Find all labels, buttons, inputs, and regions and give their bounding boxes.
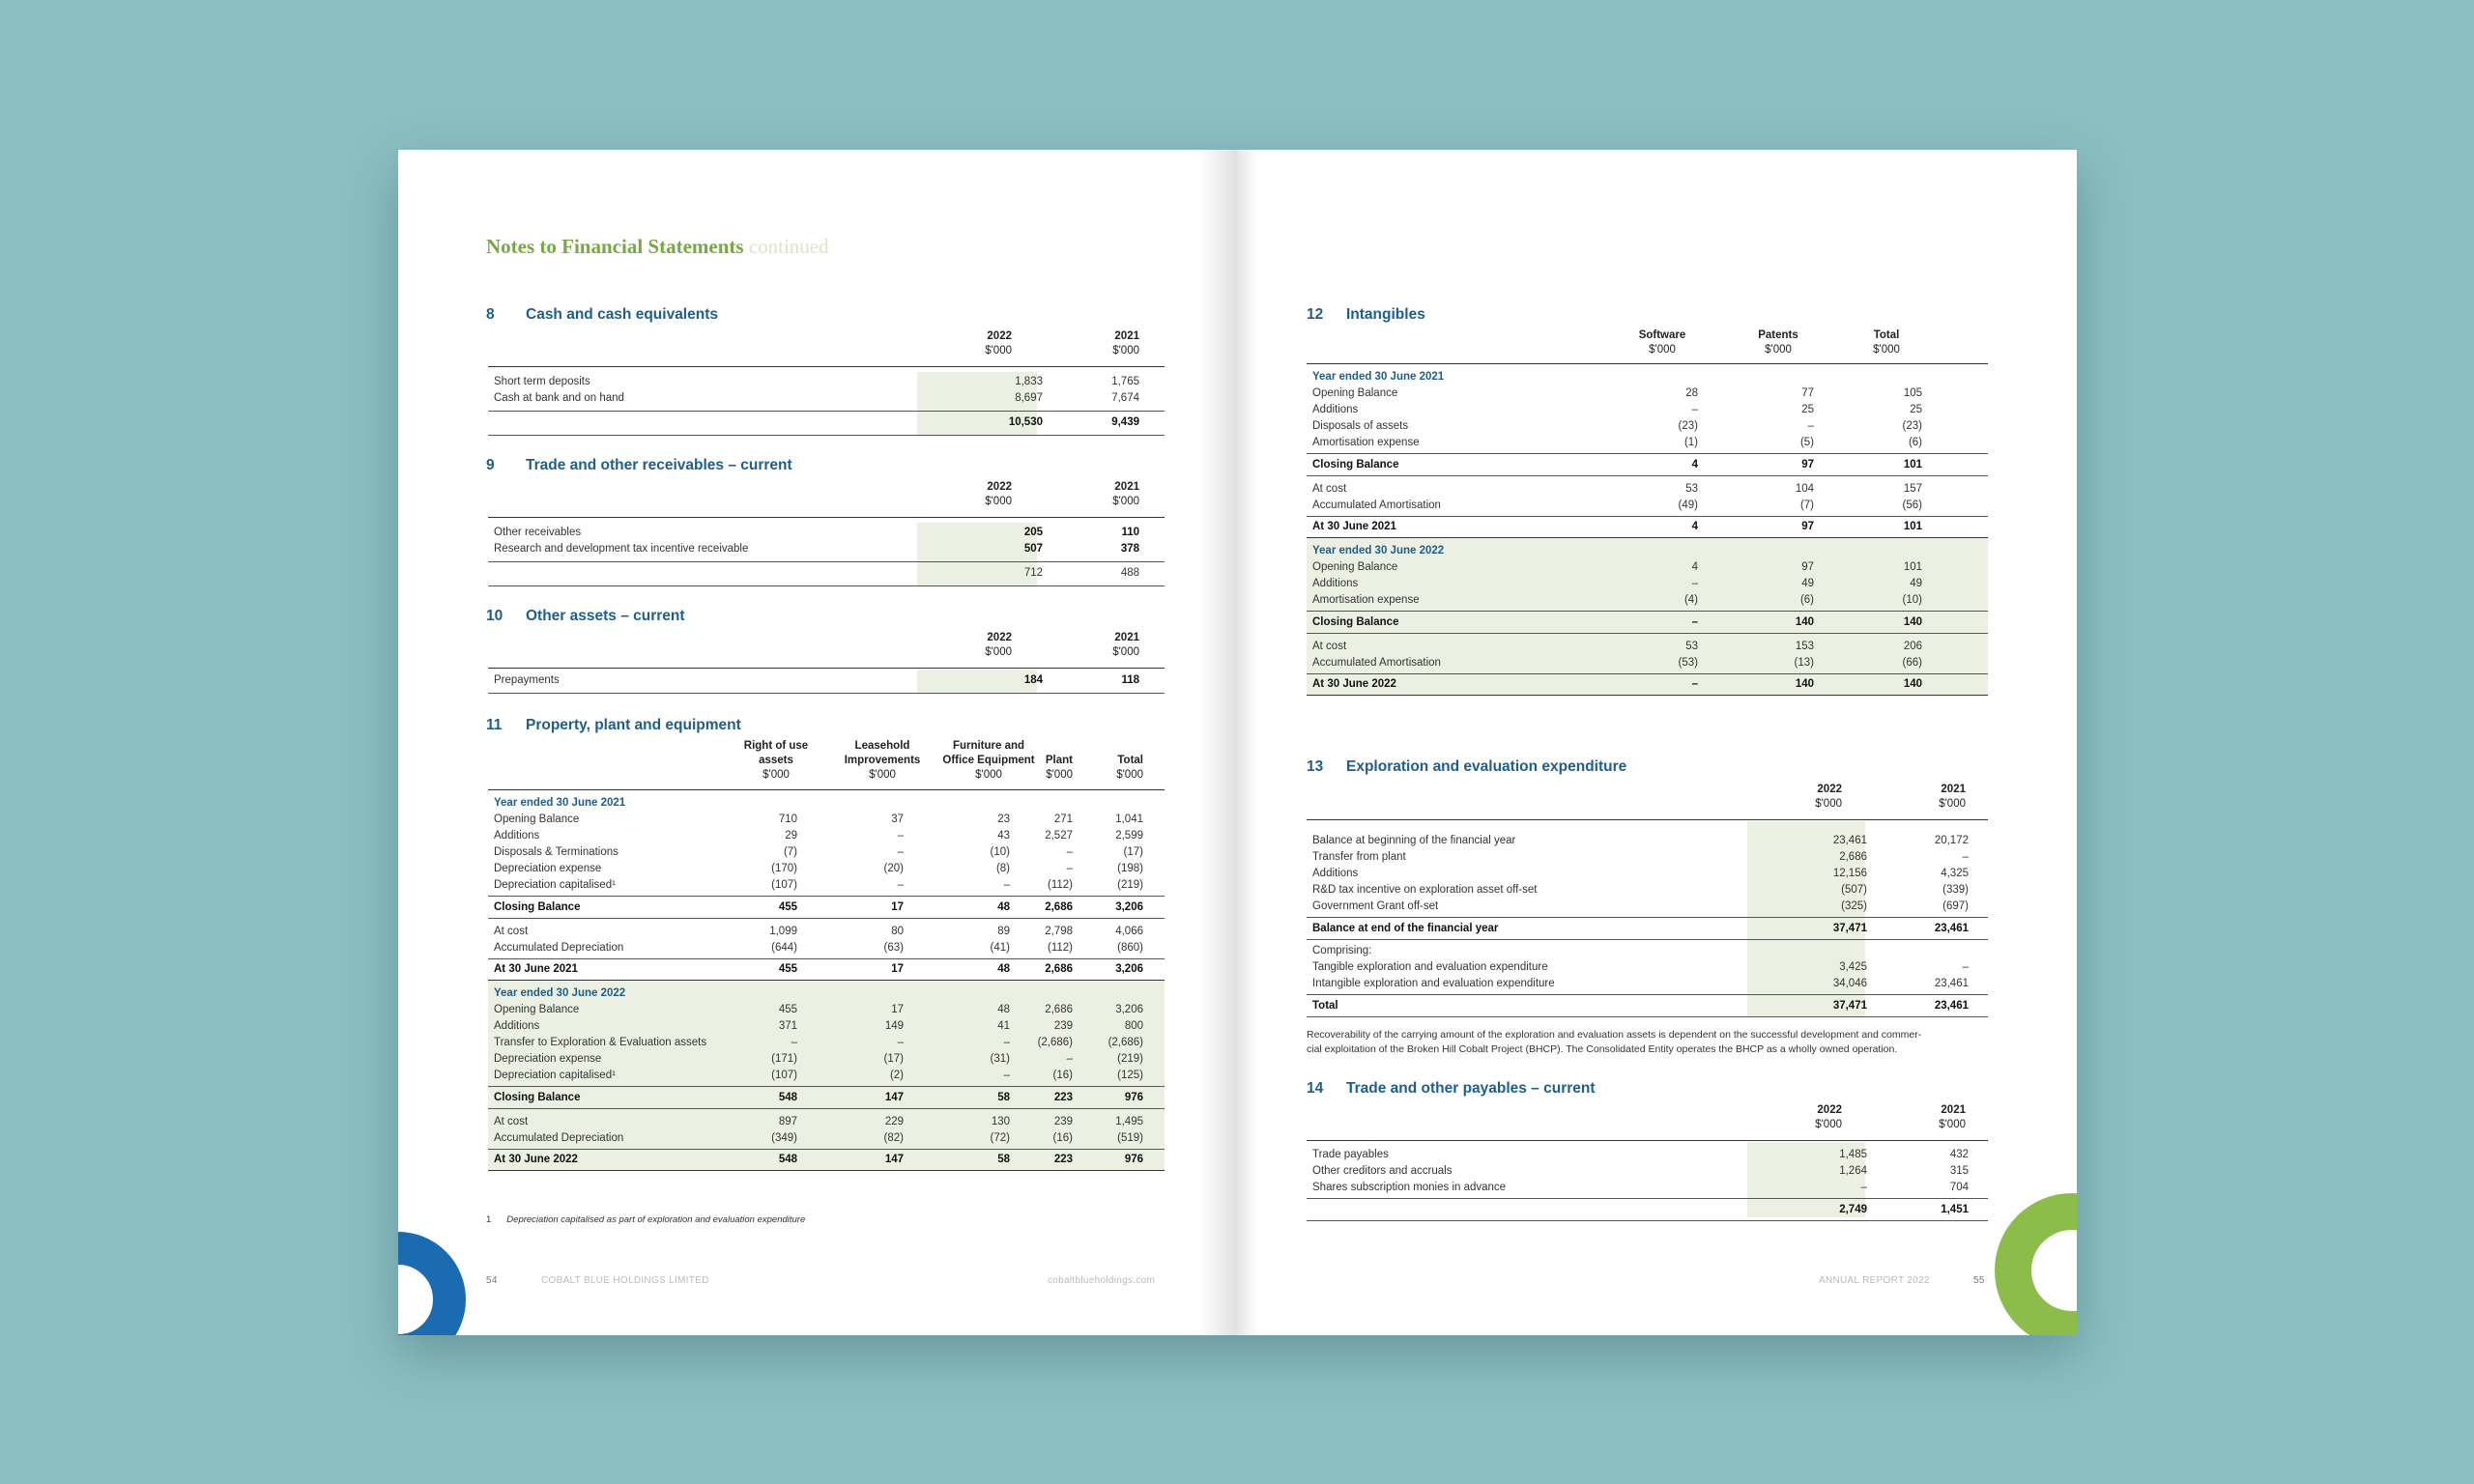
cell-value: (10) xyxy=(990,846,1010,858)
cell-value: 157 xyxy=(1903,483,1922,495)
table-row xyxy=(488,828,1165,844)
table-row xyxy=(488,1090,1165,1106)
row-label: Closing Balance xyxy=(1312,459,1399,471)
table-row xyxy=(488,1130,1165,1147)
total-row: 2,749 1,451 xyxy=(1839,1204,1969,1215)
table-row: Other receivables 205 110 xyxy=(494,527,1139,538)
cell-value: 140 xyxy=(1903,678,1922,690)
cell-value: (171) xyxy=(771,1053,797,1065)
cell-value: – xyxy=(1691,678,1698,690)
table-row xyxy=(1307,457,1988,473)
table-row: Total 37,471 23,461 xyxy=(1312,1000,1969,1012)
row-label: Disposals of assets xyxy=(1312,420,1409,432)
cell-value: (72) xyxy=(990,1132,1010,1144)
cell-value: 4 xyxy=(1691,561,1698,573)
row-label: Closing Balance xyxy=(494,901,581,913)
cell-value: 101 xyxy=(1903,521,1922,532)
cell-value: 4,066 xyxy=(1115,926,1143,937)
cell-value: 37 xyxy=(891,813,904,825)
row-label: Opening Balance xyxy=(1312,387,1398,399)
cell-value: 48 xyxy=(997,963,1010,975)
cell-value: 149 xyxy=(884,1020,904,1032)
cell-value: (53) xyxy=(1678,657,1698,669)
column-header: Furniture and Office Equipment $'000 xyxy=(942,740,1035,781)
table-row: Trade payables 1,485 432 xyxy=(1312,1149,1969,1160)
cell-value: 105 xyxy=(1903,387,1922,399)
cell-value: 223 xyxy=(1053,1092,1073,1103)
column-header: Patents $'000 xyxy=(1758,329,1798,356)
cell-value: (10) xyxy=(1902,594,1922,606)
cell-value: – xyxy=(1691,578,1698,589)
cell-value: (66) xyxy=(1902,657,1922,669)
cell-value: 239 xyxy=(1053,1116,1073,1127)
cell-value: (107) xyxy=(771,879,797,891)
cell-value: 48 xyxy=(997,901,1010,913)
table-row xyxy=(488,1114,1165,1130)
cell-value: 29 xyxy=(785,830,797,842)
year-heading: Year ended 30 June 2021 xyxy=(1312,371,1445,383)
col-2021: 2021 $'000 xyxy=(1939,784,1966,810)
cell-value: 104 xyxy=(1795,483,1814,495)
cell-value: 976 xyxy=(1124,1092,1143,1103)
table-row xyxy=(488,1002,1165,1018)
row-label: Disposals & Terminations xyxy=(494,846,618,858)
cell-value: (644) xyxy=(771,942,797,954)
cell-value: 101 xyxy=(1903,561,1922,573)
cell-value: 1,099 xyxy=(769,926,797,937)
payables-table xyxy=(1307,1103,1988,1219)
table-row: Prepayments 184 118 xyxy=(494,674,1139,686)
cell-value: (2) xyxy=(889,1070,904,1081)
row-label: Closing Balance xyxy=(494,1092,581,1103)
table-row xyxy=(488,1051,1165,1068)
cell-value: (63) xyxy=(883,942,904,954)
cell-value: 49 xyxy=(1910,578,1922,589)
cell-value: (219) xyxy=(1117,1053,1143,1065)
table-row xyxy=(488,1035,1165,1051)
cell-value: (8) xyxy=(995,863,1010,874)
table-row: Cash at bank and on hand 8,697 7,674 xyxy=(494,392,1139,404)
table-row xyxy=(1307,385,1988,402)
cell-value: 1,041 xyxy=(1115,813,1143,825)
cell-value: 271 xyxy=(1053,813,1073,825)
cell-value: 25 xyxy=(1910,404,1922,415)
table-row: Short term deposits 1,833 1,765 xyxy=(494,376,1139,387)
cell-value: 147 xyxy=(884,1154,904,1165)
row-label: Accumulated Depreciation xyxy=(494,942,624,954)
cell-value: – xyxy=(1003,879,1010,891)
cell-value: 710 xyxy=(778,813,797,825)
cell-value: – xyxy=(1066,1053,1073,1065)
cell-value: (2,686) xyxy=(1108,1037,1143,1048)
table-row xyxy=(488,1068,1165,1084)
cell-value: 140 xyxy=(1795,616,1814,628)
row-label: Opening Balance xyxy=(1312,561,1398,573)
cell-value: (2,686) xyxy=(1037,1037,1073,1048)
year-heading: Year ended 30 June 2022 xyxy=(494,987,626,999)
table-row: Tangible exploration and evaluation expenditure 3,425 – xyxy=(1312,961,1969,973)
cell-value: 2,686 xyxy=(1045,1004,1073,1015)
cell-value: 17 xyxy=(891,901,904,913)
cell-value: (17) xyxy=(883,1053,904,1065)
cell-value: 17 xyxy=(891,963,904,975)
page-number: 54 xyxy=(486,1275,498,1286)
cell-value: 3,206 xyxy=(1115,901,1143,913)
cell-value: (23) xyxy=(1902,420,1922,432)
section-12-title: 12 Intangibles xyxy=(1307,306,1425,323)
row-label: Additions xyxy=(1312,578,1359,589)
cell-value: (16) xyxy=(1052,1132,1073,1144)
table-row xyxy=(1307,576,1988,592)
cell-value: 28 xyxy=(1685,387,1698,399)
cell-value: (17) xyxy=(1123,846,1143,858)
row-label: Depreciation expense xyxy=(494,863,602,874)
cell-value: – xyxy=(1003,1037,1010,1048)
cell-value: (170) xyxy=(771,863,797,874)
cell-value: 4 xyxy=(1691,459,1698,471)
total-row: 10,530 9,439 xyxy=(1008,416,1139,428)
col-2021: 2021 $'000 xyxy=(1112,330,1139,357)
col-2022: 2022 $'000 xyxy=(985,330,1012,357)
row-label: Transfer to Exploration & Evaluation assets xyxy=(494,1037,707,1048)
cell-value: (112) xyxy=(1048,942,1073,954)
cell-value: 41 xyxy=(997,1020,1010,1032)
footnote: 1 Depreciation capitalised as part of exploration and evaluation expenditure xyxy=(486,1214,806,1225)
column-header: Right of use assets $'000 xyxy=(743,740,809,781)
cash-table xyxy=(488,329,1165,436)
table-row: Balance at beginning of the financial year 23,461 20,172 xyxy=(1312,835,1969,846)
cell-value: 3,206 xyxy=(1115,963,1143,975)
table-row xyxy=(1307,655,1988,671)
cell-value: 153 xyxy=(1795,641,1814,652)
cell-value: (7) xyxy=(783,846,797,858)
cell-value: (6) xyxy=(1908,437,1922,448)
row-label: At cost xyxy=(494,926,529,937)
table-row xyxy=(488,961,1165,978)
table-row xyxy=(1307,592,1988,609)
cell-value: (82) xyxy=(883,1132,904,1144)
row-label: Accumulated Depreciation xyxy=(494,1132,624,1144)
row-label: Depreciation capitalised¹ xyxy=(494,1070,616,1081)
cell-value: 897 xyxy=(778,1116,797,1127)
cell-value: 2,527 xyxy=(1045,830,1073,842)
cell-value: 53 xyxy=(1685,483,1698,495)
col-2022: 2022 $'000 xyxy=(1815,784,1842,810)
cell-value: (4) xyxy=(1683,594,1698,606)
book-spread xyxy=(398,150,2077,1335)
cell-value: – xyxy=(1691,616,1698,628)
cell-value: 2,686 xyxy=(1045,901,1073,913)
row-label: Amortisation expense xyxy=(1312,594,1420,606)
cell-value: 49 xyxy=(1801,578,1814,589)
section-13-title: 13 Exploration and evaluation expenditure xyxy=(1307,758,1627,775)
cell-value: – xyxy=(1066,863,1073,874)
cell-value: (56) xyxy=(1902,499,1922,511)
table-row xyxy=(1307,676,1988,693)
table-row xyxy=(488,924,1165,940)
row-label: At cost xyxy=(1312,483,1347,495)
table-row xyxy=(1307,639,1988,655)
cell-value: 239 xyxy=(1053,1020,1073,1032)
column-header: Plant $'000 xyxy=(1045,755,1073,781)
year-heading: Year ended 30 June 2022 xyxy=(1312,545,1445,556)
col-2021: 2021 $'000 xyxy=(1939,1104,1966,1130)
cell-value: – xyxy=(897,846,904,858)
other-assets-table: 2022 $'000 2021 $'000 Prepayments 184 118 xyxy=(488,631,1165,695)
cell-value: (5) xyxy=(1799,437,1814,448)
cell-value: 101 xyxy=(1903,459,1922,471)
cell-value: 58 xyxy=(997,1092,1010,1103)
row-label: Opening Balance xyxy=(494,1004,580,1015)
cell-value: 53 xyxy=(1685,641,1698,652)
cell-value: (1) xyxy=(1683,437,1698,448)
cell-value: 2,686 xyxy=(1045,963,1073,975)
row-label: Opening Balance xyxy=(494,813,580,825)
cell-value: – xyxy=(1807,420,1814,432)
table-row xyxy=(1307,614,1988,631)
total-row: 712 488 xyxy=(1023,567,1139,579)
table-row: Balance at end of the financial year 37,471 23,461 xyxy=(1312,923,1969,934)
cell-value: 2,599 xyxy=(1115,830,1143,842)
cell-value: (349) xyxy=(771,1132,797,1144)
section-11-title: 11 Property, plant and equipment xyxy=(486,717,741,733)
cell-value: 548 xyxy=(778,1154,797,1165)
table-row xyxy=(488,877,1165,894)
left-page xyxy=(398,150,1237,1335)
cell-value: 455 xyxy=(778,963,797,975)
cell-value: 80 xyxy=(891,926,904,937)
cell-value: 455 xyxy=(778,901,797,913)
cell-value: 43 xyxy=(997,830,1010,842)
cell-value: 3,206 xyxy=(1115,1004,1143,1015)
note-text: Recoverability of the carrying amount of the exploration and evaluation assets is dependent on the successful development and commer- cial exploitation of the Broken Hill Cobalt Project (BHCP). The Consolidated Entity operates the BHCP as a wholly owned operation. xyxy=(1307,1029,1922,1055)
cell-value: 130 xyxy=(991,1116,1010,1127)
table-row: Transfer from plant 2,686 – xyxy=(1312,851,1969,863)
page-title: Notes to Financial Statements continued xyxy=(486,235,829,258)
row-label: Additions xyxy=(494,830,540,842)
table-row xyxy=(1307,481,1988,498)
report-name: ANNUAL REPORT 2022 xyxy=(1819,1275,1930,1286)
cell-value: – xyxy=(897,879,904,891)
row-label: Depreciation expense xyxy=(494,1053,602,1065)
row-label: At 30 June 2021 xyxy=(1312,521,1396,532)
decorative-ring xyxy=(398,1232,466,1335)
company-name: COBALT BLUE HOLDINGS LIMITED xyxy=(541,1275,709,1286)
table-row: Research and development tax incentive receivable 507 378 xyxy=(494,543,1139,555)
row-label: At cost xyxy=(1312,641,1347,652)
cell-value: (860) xyxy=(1117,942,1143,954)
section-9-title: 9 Trade and other receivables – current xyxy=(486,457,792,473)
cell-value: (31) xyxy=(990,1053,1010,1065)
cell-value: 25 xyxy=(1801,404,1814,415)
cell-value: (49) xyxy=(1678,499,1698,511)
cell-value: 800 xyxy=(1124,1020,1143,1032)
cell-value: (23) xyxy=(1678,420,1698,432)
column-header: Total $'000 xyxy=(1116,755,1143,781)
table-row xyxy=(1307,418,1988,435)
right-page xyxy=(1237,150,2077,1335)
cell-value: 371 xyxy=(778,1020,797,1032)
col-2022: 2022 $'000 xyxy=(1815,1104,1842,1130)
cell-value: 140 xyxy=(1795,678,1814,690)
column-header: Leasehold Improvements $'000 xyxy=(844,740,921,781)
row-label: Closing Balance xyxy=(1312,616,1399,628)
table-row: Other creditors and accruals 1,264 315 xyxy=(1312,1165,1969,1177)
table-row: Intangible exploration and evaluation expenditure 34,046 23,461 xyxy=(1312,978,1969,989)
cell-value: 17 xyxy=(891,1004,904,1015)
table-row xyxy=(488,1152,1165,1168)
cell-value: (519) xyxy=(1117,1132,1143,1144)
ppe-table xyxy=(488,739,1165,1335)
cell-value: (20) xyxy=(883,863,904,874)
cell-value: 48 xyxy=(997,1004,1010,1015)
cell-value: 97 xyxy=(1801,459,1814,471)
decorative-ring xyxy=(1995,1193,2077,1335)
cell-value: 77 xyxy=(1801,387,1814,399)
row-label: At 30 June 2022 xyxy=(494,1154,578,1165)
cell-value: – xyxy=(1066,846,1073,858)
table-row xyxy=(1307,559,1988,576)
cell-value: 2,798 xyxy=(1045,926,1073,937)
cell-value: (16) xyxy=(1052,1070,1073,1081)
cell-value: (107) xyxy=(771,1070,797,1081)
cell-value: 206 xyxy=(1903,641,1922,652)
table-row: Additions 12,156 4,325 xyxy=(1312,868,1969,879)
table-row xyxy=(488,844,1165,861)
table-row: Shares subscription monies in advance – 704 xyxy=(1312,1182,1969,1193)
receivables-table: 2022 $'000 2021 $'000 Other receivables 205 110 Research and development tax incentive receivable 507 378 712 488 xyxy=(488,480,1165,586)
cell-value: 58 xyxy=(997,1154,1010,1165)
cell-value: (112) xyxy=(1048,879,1073,891)
cell-value: (41) xyxy=(990,942,1010,954)
table-row xyxy=(488,940,1165,956)
cell-value: 4 xyxy=(1691,521,1698,532)
cell-value: 147 xyxy=(884,1092,904,1103)
row-label: At 30 June 2021 xyxy=(494,963,578,975)
table-row xyxy=(1307,519,1988,535)
table-row xyxy=(1307,402,1988,418)
row-label: At 30 June 2022 xyxy=(1312,678,1396,690)
cell-value: 548 xyxy=(778,1092,797,1103)
row-label: Depreciation capitalised¹ xyxy=(494,879,616,891)
column-header: Software $'000 xyxy=(1638,329,1686,356)
table-row: Government Grant off-set (325) (697) xyxy=(1312,900,1969,912)
table-row xyxy=(1307,435,1988,451)
page-number: 55 xyxy=(1973,1275,1985,1286)
column-header: Total $'000 xyxy=(1873,329,1900,356)
row-label: Accumulated Amortisation xyxy=(1312,657,1441,669)
website-link: cobaltblueholdings.com xyxy=(1048,1275,1156,1286)
table-row xyxy=(488,812,1165,828)
cell-value: 140 xyxy=(1903,616,1922,628)
cell-value: 976 xyxy=(1124,1154,1143,1165)
cell-value: 229 xyxy=(884,1116,904,1127)
cell-value: – xyxy=(791,1037,797,1048)
row-label: Amortisation expense xyxy=(1312,437,1420,448)
row-label: Accumulated Amortisation xyxy=(1312,499,1441,511)
cell-value: 97 xyxy=(1801,521,1814,532)
cell-value: (13) xyxy=(1794,657,1814,669)
comprising-label: Comprising: xyxy=(1312,945,1372,956)
cell-value: 223 xyxy=(1053,1154,1073,1165)
section-8-title: 8 Cash and cash equivalents xyxy=(486,306,718,323)
cell-value: 89 xyxy=(997,926,1010,937)
cell-value: 97 xyxy=(1801,561,1814,573)
cell-value: 1,495 xyxy=(1115,1116,1143,1127)
table-row xyxy=(1307,498,1988,514)
table-row xyxy=(488,899,1165,916)
row-label: Additions xyxy=(1312,404,1359,415)
year-heading: Year ended 30 June 2021 xyxy=(494,797,626,809)
cell-value: (6) xyxy=(1799,594,1814,606)
section-10-title: 10 Other assets – current xyxy=(486,608,685,624)
table-row: R&D tax incentive on exploration asset off-set (507) (339) xyxy=(1312,884,1969,896)
cell-value: (198) xyxy=(1117,863,1143,874)
cell-value: – xyxy=(1691,404,1698,415)
cell-value: 455 xyxy=(778,1004,797,1015)
row-label: At cost xyxy=(494,1116,529,1127)
cell-value: (7) xyxy=(1799,499,1814,511)
cell-value: (219) xyxy=(1117,879,1143,891)
cell-value: – xyxy=(897,1037,904,1048)
table-row xyxy=(488,861,1165,877)
section-14-title: 14 Trade and other payables – current xyxy=(1307,1080,1596,1097)
cell-value: – xyxy=(897,830,904,842)
cell-value: (125) xyxy=(1117,1070,1143,1081)
row-label: Additions xyxy=(494,1020,540,1032)
cell-value: – xyxy=(1003,1070,1010,1081)
cell-value: 23 xyxy=(997,813,1010,825)
table-row xyxy=(488,1018,1165,1035)
